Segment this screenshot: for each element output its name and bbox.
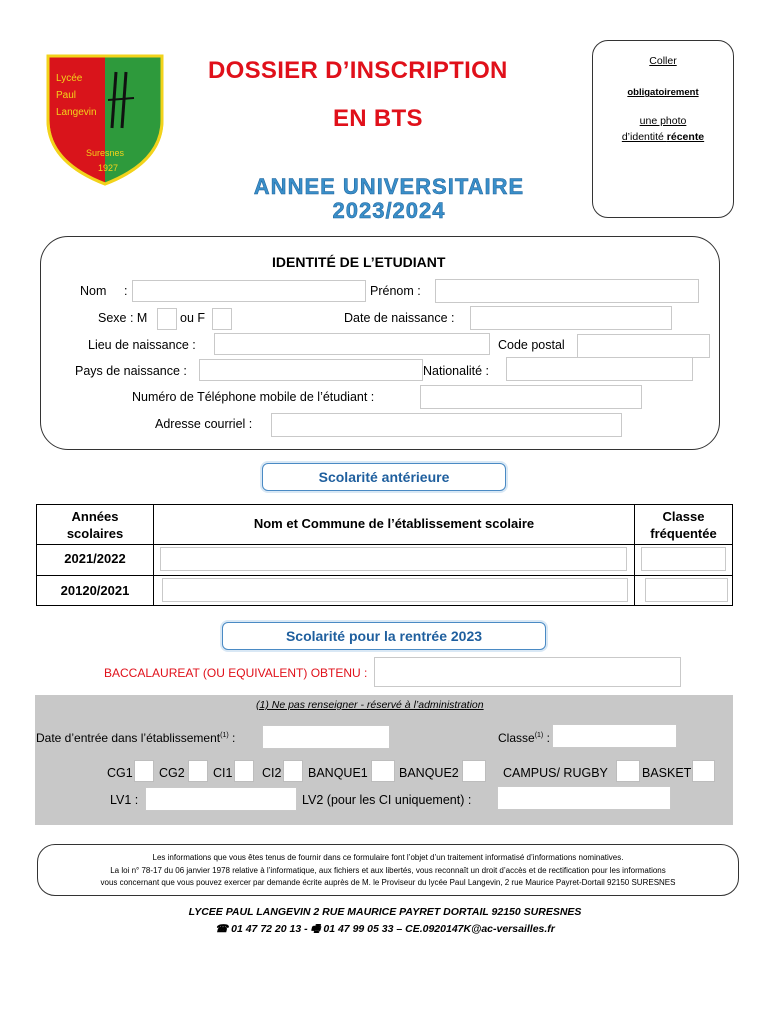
bac-field[interactable] [374,657,681,687]
row1-classe-field[interactable] [641,547,726,571]
lv1-label: LV1 : [110,793,139,807]
option-basket-checkbox[interactable] [692,760,715,782]
classe-label: Classe [498,731,535,745]
row2-classe-field[interactable] [645,578,728,602]
col-classe-line1: Classe [662,509,705,524]
scolarite-anterieure-heading: Scolarité antérieure [262,463,506,491]
col-annees-header [37,508,153,542]
sexe-label: Sexe : M [98,311,148,325]
prenom-field[interactable] [435,279,699,303]
scolarite-table [36,504,733,606]
date-entree-label: Date d’entrée dans l’établissement [36,731,221,745]
row1-etablissement-field[interactable] [160,547,627,571]
col-etablissement-header: Nom et Commune de l’établissement scolaire [253,516,535,531]
lieu-naissance-field[interactable] [214,333,490,355]
photo-line1: Coller [649,55,677,67]
scolarite-rentree-heading: Scolarité pour la rentrée 2023 [222,622,546,650]
option-campus-rugby-checkbox[interactable] [616,760,640,782]
option-campus-rugby-label: CAMPUS/ RUGBY [503,766,608,780]
identite-heading: IDENTITÉ DE L’ETUDIANT [272,254,446,270]
logo-line5: 1927 [98,163,119,173]
option-banque2-label: BANQUE2 [399,766,459,780]
logo-line1: Lycée [56,73,83,84]
annee-value: 2023/2024 [332,198,446,223]
row-year-1: 2021/2022 [64,551,126,566]
title-bts: EN BTS [333,105,423,132]
photo-box [592,40,734,218]
annee-universitaire: ANNEE UNIVERSITAIRE [253,174,525,199]
date-entree-field[interactable] [262,725,390,749]
title-dossier: DOSSIER D’INSCRIPTION [208,57,508,84]
col-classe-header [635,508,732,542]
legal-line3: vous concernant que vous pouvez exercer par demande écrite auprès de M. le Proviseur du lycée Paul Langevin, 2 rue Maurice Payret-Dortail 92150 SURESNES [100,878,676,887]
option-basket-label: BASKET [642,766,692,780]
option-cg2-label: CG2 [159,766,185,780]
option-banque1-label: BANQUE1 [308,766,368,780]
classe-field[interactable] [552,724,677,748]
courriel-label: Adresse courriel : [155,417,253,431]
courriel-field[interactable] [271,413,622,437]
legal-line1: Les informations que vous êtes tenus de fournir dans ce formulaire font l’objet d’un traitement informatisé d’informations nominatives. [152,853,624,862]
sexe-f-checkbox[interactable] [212,308,232,330]
footer-contact [0,921,770,939]
school-logo [44,50,166,188]
telephone-field[interactable] [420,385,642,409]
option-ci1-label: CI1 [213,766,233,780]
col-annees-line2: scolaires [66,526,124,541]
option-ci1-checkbox[interactable] [234,760,254,782]
nom-label: Nom [80,284,107,298]
lv1-field[interactable] [145,787,297,811]
sexe-ou-label: ou F [180,311,206,325]
option-cg1-label: CG1 [107,766,133,780]
option-cg2-checkbox[interactable] [188,760,208,782]
legal-notice [37,844,739,896]
nationalite-label: Nationalité : [423,364,490,378]
classe-sup: (1) [534,732,544,739]
pays-naissance-field[interactable] [199,359,423,381]
lieu-naissance-label: Lieu de naissance : [88,338,196,352]
option-ci2-checkbox[interactable] [283,760,303,782]
fax-icon: 🖷 [310,923,321,935]
lv2-field[interactable] [497,786,671,810]
footer-fax: 01 47 99 05 33 – CE.0920147K@ac-versailles.fr [323,923,555,935]
bac-label: BACCALAUREAT (OU EQUIVALENT) OBTENU : [104,666,368,680]
date-entree-sup: (1) [220,732,229,739]
footer-address: LYCEE PAUL LANGEVIN 2 RUE MAURICE PAYRET DORTAIL 92150 SURESNES [188,906,582,918]
code-postal-field[interactable] [577,334,710,358]
col-classe-line2: fréquentée [650,526,717,541]
logo-line3: Langevin [56,107,97,118]
date-naissance-label: Date de naissance : [344,311,455,325]
option-cg1-checkbox[interactable] [134,760,154,782]
row2-etablissement-field[interactable] [162,578,628,602]
photo-line4b: récente [666,131,705,143]
prenom-label: Prénom : [370,284,421,298]
option-banque1-checkbox[interactable] [371,760,395,782]
option-banque2-checkbox[interactable] [462,760,486,782]
telephone-label: Numéro de Téléphone mobile de l’étudiant : [132,390,375,404]
photo-line2: obligatoirement [627,87,699,98]
col-annees-line1: Années [71,509,119,524]
footer-phone: 01 47 72 20 13 - [231,923,308,935]
date-naissance-field[interactable] [470,306,672,330]
pays-naissance-label: Pays de naissance : [75,364,187,378]
option-ci2-label: CI2 [262,766,282,780]
logo-line2: Paul [56,90,77,101]
photo-line4a: d’identité [621,131,667,143]
classe-colon: : [543,731,550,745]
date-entree-colon: : [228,731,236,745]
admin-note: (1) Ne pas renseigner - réservé à l’administration [256,699,484,711]
code-postal-label: Code postal [498,338,565,352]
lv2-label: LV2 (pour les CI uniquement) : [302,793,472,807]
nationalite-field[interactable] [506,357,693,381]
nom-colon: : [124,284,128,298]
nom-field[interactable] [132,280,366,302]
row-year-2: 20120/2021 [60,583,130,598]
photo-line3: une photo [639,115,687,127]
logo-line4: Suresnes [86,148,125,158]
phone-icon: ☎ [215,923,229,935]
legal-line2: La loi n° 78-17 du 06 janvier 1978 relative à l’informatique, aux fichiers et aux libertés, vous reconnaît un droit d’accès et de rectification pour les informations [110,865,666,875]
sexe-m-checkbox[interactable] [157,308,177,330]
